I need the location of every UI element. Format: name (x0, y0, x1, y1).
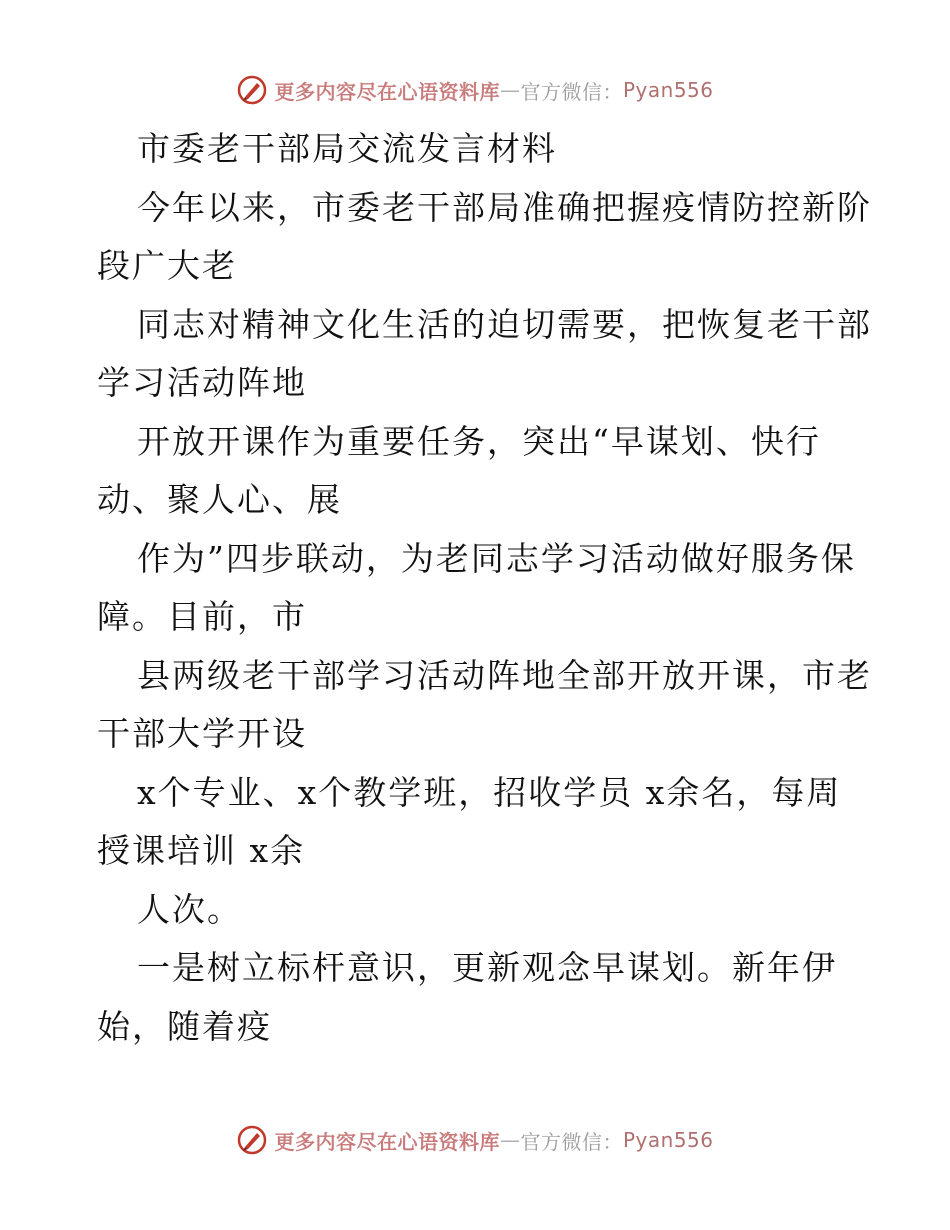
watermark-side-text: 官方微信： (520, 79, 623, 104)
header-watermark (0, 70, 950, 110)
watermark-main-text: 更多内容尽在心语资料库 (274, 79, 500, 104)
paragraph-line: 县两级老干部学习活动阵地全部开放开课，市老 (137, 655, 872, 695)
paragraph-line: 作为”四步联动，为老同志学习活动做好服务保 (137, 538, 856, 578)
paragraph-line: x个专业、x个教学班，招收学员 x余名，每周 (137, 772, 842, 812)
watermark-side-text: 官方微信： (520, 1129, 623, 1154)
paragraph-line: 开放开课作为重要任务，突出“早谋划、快行 (137, 421, 821, 461)
footer-watermark (0, 1120, 950, 1160)
paragraph-line: 一是树立标杆意识，更新观念早谋划。新年伊 (137, 948, 837, 987)
paragraph-line: 人次。 (137, 889, 242, 929)
watermark-main-text: 更多内容尽在心语资料库 (274, 1129, 500, 1154)
paragraph-line: 始，随着疫 (97, 1006, 272, 1046)
pen-logo-icon (236, 74, 268, 106)
paragraph-line: 段广大老 (97, 246, 237, 285)
paragraph-line: 授课培训 x余 (97, 831, 306, 870)
document-title: 市委老干部局交流发言材料 (137, 129, 557, 168)
document-body (97, 120, 872, 1056)
paragraph-line: 动、聚人心、展 (97, 480, 342, 519)
pen-logo-icon (236, 1124, 268, 1156)
watermark-wechat-id: Pyan556 (622, 1128, 714, 1152)
paragraph-line: 障。目前，市 (97, 597, 307, 636)
paragraph-line: 干部大学开设 (97, 714, 307, 753)
paragraph-line: 同志对精神文化生活的迫切需要，把恢复老干部 (137, 304, 872, 344)
paragraph-line: 学习活动阵地 (97, 363, 307, 402)
watermark-dash: — (499, 1128, 521, 1152)
watermark-dash: — (499, 78, 521, 102)
paragraph-line: 今年以来，市委老干部局准确把握疫情防控新阶 (137, 187, 872, 227)
watermark-wechat-id: Pyan556 (622, 78, 714, 102)
